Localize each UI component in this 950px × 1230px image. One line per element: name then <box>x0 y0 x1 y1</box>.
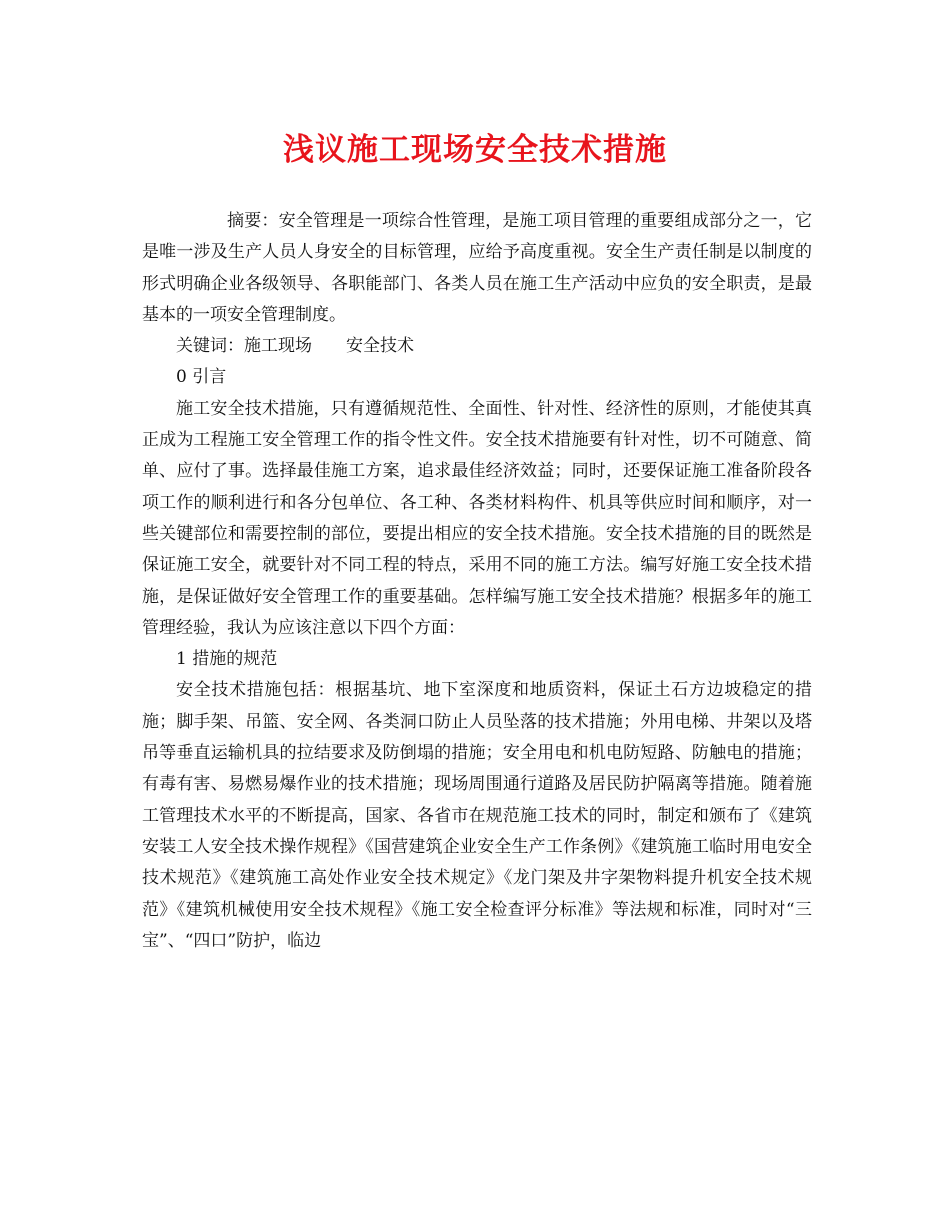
section-heading-intro: 0 引言 <box>176 367 227 388</box>
document-title: 浅议施工现场安全技术措施 <box>283 132 667 168</box>
keywords-line <box>142 331 812 362</box>
keywords-label: 关键词：施工现场 <box>176 336 312 357</box>
section-heading-measures: 1 措施的规范 <box>176 649 278 670</box>
keywords-term: 安全技术 <box>346 336 414 357</box>
intro-paragraph: 施工安全技术措施，只有遵循规范性、全面性、针对性、经济性的原则，才能使其真正成为工程施工安全管理工作的指令性文件。安全技术措施要有针对性，切不可随意、简单、应付了事。选择最佳施工方案，追求最佳经济效益；同时，还要保证施工准备阶段各项工作的顺利进行和各分包单位、各工种、各类材料构件、机具等供应时间和顺序，对一些关键部位和需要控制的部位，要提出相应的安全技术措施。安全技术措施的目的既然是保证施工安全，就要针对不同工程的特点，采用不同的施工方法。编写好施工安全技术措施，是保证做好安全管理工作的重要基础。怎样编写施工安全技术措施？根据多年的施工管理经验，我认为应该注意以下四个方面： <box>142 398 812 638</box>
document-body <box>142 206 812 957</box>
abstract-paragraph: 摘要：安全管理是一项综合性管理，是施工项目管理的重要组成部分之一，它是唯一涉及生产人员人身安全的目标管理，应给予高度重视。安全生产责任制是以制度的形式明确企业各级领导、各职能部门、各类人员在施工生产活动中应负的安全职责，是最基本的一项安全管理制度。 <box>142 211 812 325</box>
measures-paragraph: 安全技术措施包括：根据基坑、地下室深度和地质资料，保证土石方边坡稳定的措施；脚手架、吊篮、安全网、各类洞口防止人员坠落的技术措施；外用电梯、井架以及塔吊等垂直运输机具的拉结要求及防倒塌的措施；安全用电和机电防短路、防触电的措施；有毒有害、易燃易爆作业的技术措施；现场周围通行道路及居民防护隔离等措施。随着施工管理技术水平的不断提高，国家、各省市在规范施工技术的同时，制定和颁布了《建筑安装工人安全技术操作规程》《国营建筑企业安全生产工作条例》《建筑施工临时用电安全技术规范》《建筑施工高处作业安全技术规定》《龙门架及井字架物料提升机安全技术规范》《建筑机械使用安全技术规程》《施工安全检查评分标准》等法规和标准，同时对“三宝”、“四口”防护，临边 <box>142 680 812 951</box>
